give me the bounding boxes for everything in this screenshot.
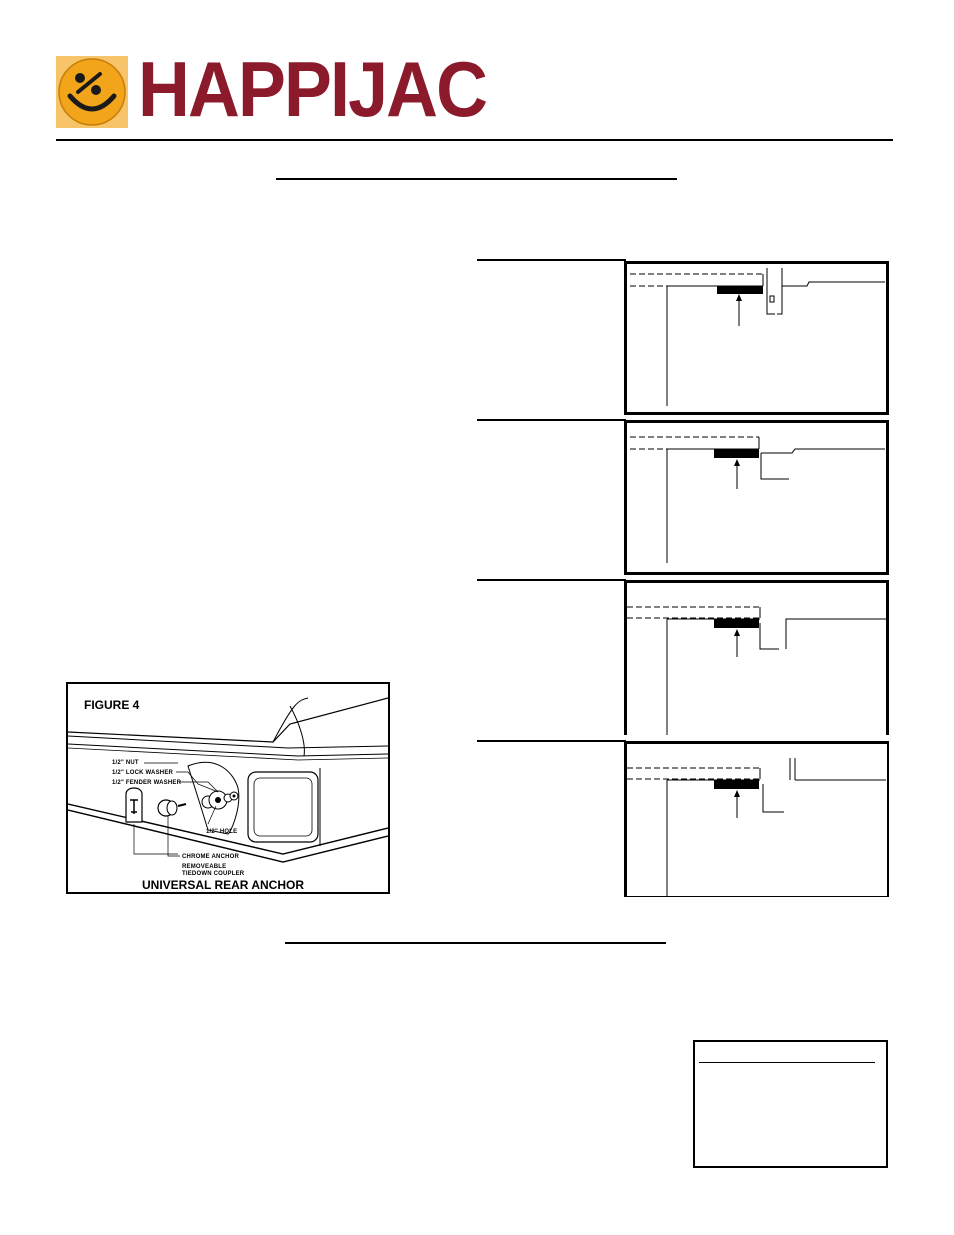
smiley-logo-icon [56, 56, 128, 128]
note-box-header-rule [699, 1062, 875, 1063]
label-nut: 1/2" NUT [112, 760, 139, 766]
brand-name: HAPPIJAC [138, 45, 487, 133]
label-lock-washer: 1/2" LOCK WASHER [112, 770, 174, 776]
diagram-3 [624, 580, 889, 735]
diagram-divider-1 [477, 259, 626, 261]
figure-title: FIGURE 4 [84, 698, 140, 712]
label-fender-washer: 1/2" FENDER WASHER [112, 780, 182, 786]
logo-badge [56, 56, 128, 128]
diagram-4 [624, 741, 889, 897]
rear-anchor-illustration [68, 684, 388, 892]
section-underline-bottom [285, 942, 666, 944]
diagram-divider-4 [477, 740, 626, 742]
label-tiedown-line1: REMOVEABLE [182, 864, 227, 870]
diagram-divider-3 [477, 579, 626, 581]
note-box [693, 1040, 888, 1168]
diagram-divider-2 [477, 419, 626, 421]
diagram-2 [624, 420, 889, 575]
figure-4 [66, 682, 390, 894]
label-chrome-anchor: CHROME ANCHOR [182, 854, 240, 860]
figure-caption: UNIVERSAL REAR ANCHOR [142, 878, 305, 892]
label-hole: 1/2" HOLE [206, 829, 238, 835]
header-rule [56, 139, 893, 141]
diagram-1 [624, 261, 889, 415]
section-underline-top [276, 178, 677, 180]
label-tiedown-line2: TIEDOWN COUPLER [182, 871, 245, 877]
